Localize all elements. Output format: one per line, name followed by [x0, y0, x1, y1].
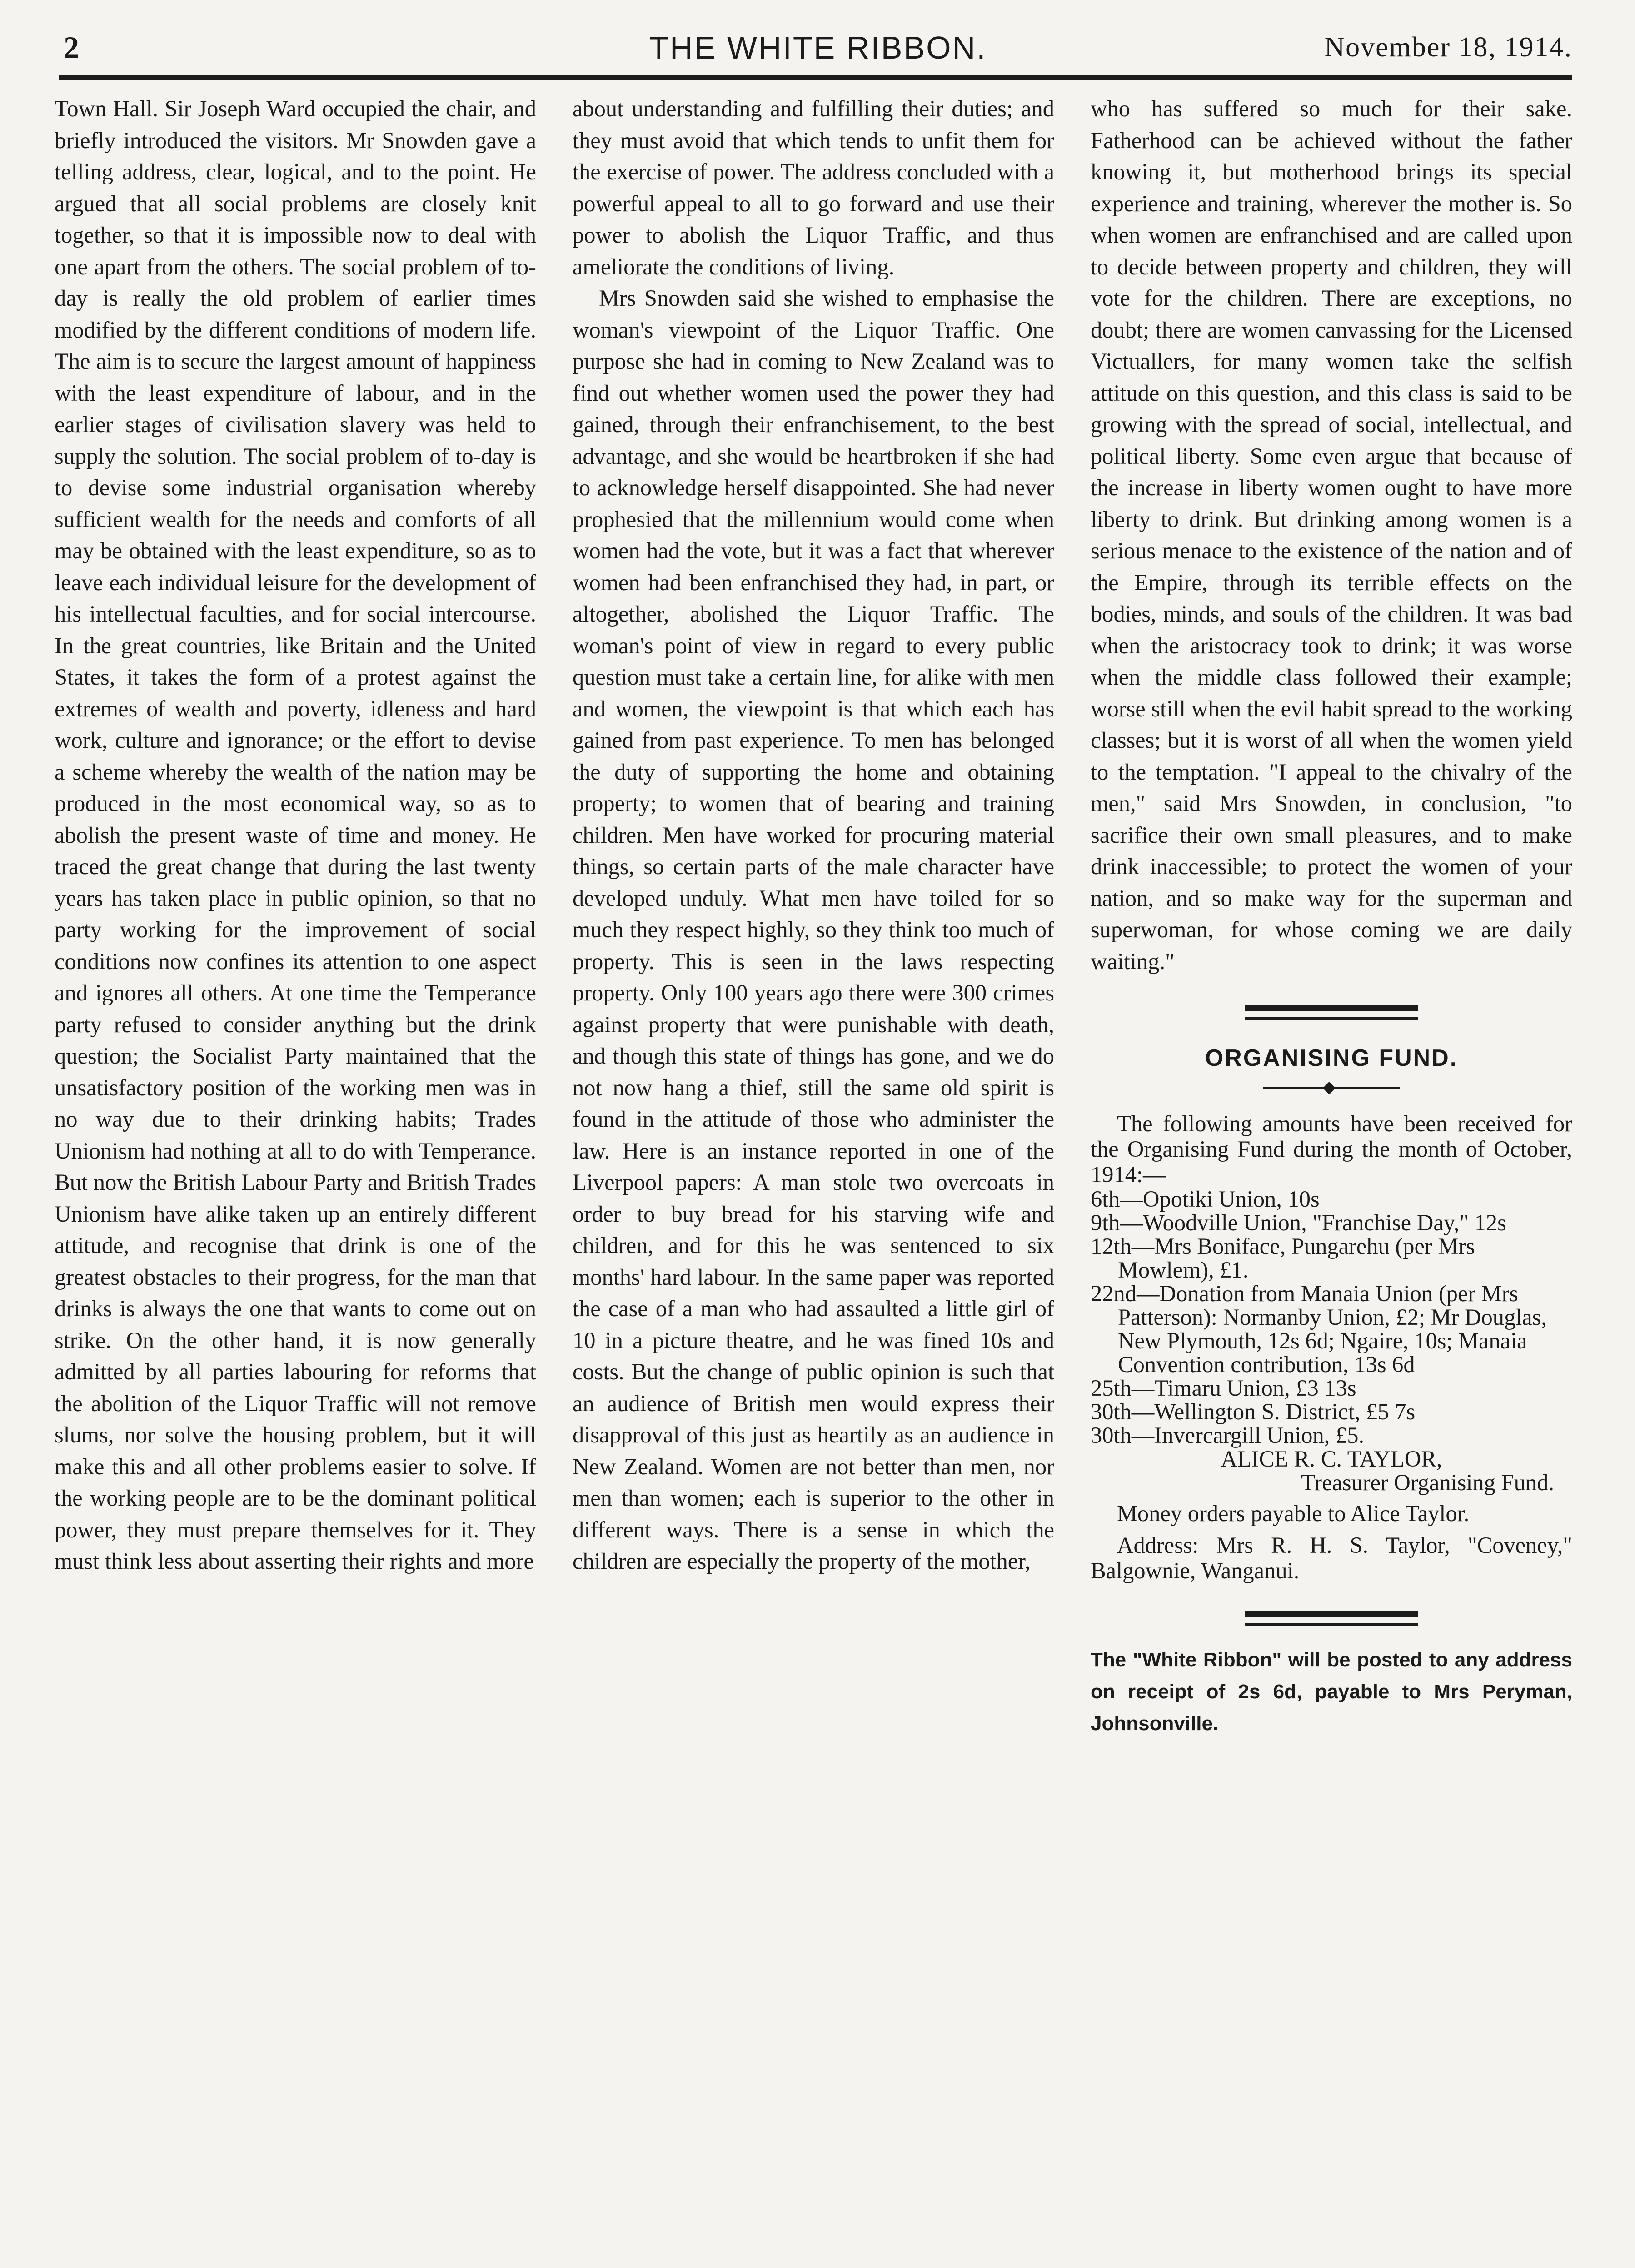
column-1 — [55, 93, 536, 1577]
money-orders-note: Money orders payable to Alice Taylor. — [1117, 1500, 1470, 1526]
fund-entry: 12th—Mrs Boniface, Pungarehu (per Mrs Mowlem), £1. — [1091, 1233, 1475, 1283]
fund-entry: 30th—Wellington S. District, £5 7s — [1091, 1398, 1416, 1424]
address-note: Address: Mrs R. H. S. Taylor, "Coveney," Balgownie, Wanganui. — [1091, 1532, 1572, 1583]
header-rule — [59, 75, 1572, 80]
paragraph: Town Hall. Sir Joseph Ward occupied the chair, and briefly introduced the visitors. Mr Snowden gave a telling address, clear, logical, and to the point. He argued that all social problems are closely knit together, so that it is impossible now to deal with one apart from the others. The social problem of to-day is really the old problem of earlier times modified by the different conditions of modern life. The aim is to secure the largest amount of happiness with the least expenditure of labour, and in the earlier stages of civilisation slavery was held to supply the solution. The social problem of to-day is to devise some industrial organisation whereby sufficient wealth for the needs and comforts of all may be obtained with the least expenditure, so as to leave each individual leisure for the development of his intellectual faculties, and for social intercourse. In the great countries, like Britain and the United States, it takes the form of a protest against the extremes of wealth and poverty, idleness and hard work, culture and ignorance; or the effort to devise a scheme whereby the wealth of the nation may be produced in the most economical way, so as to abolish the present waste of time and money. He traced the great change that during the last twenty years has taken place in public opinion, so that no party working for the improvement of social conditions now confines its attention to one aspect and ignores all others. At one time the Temperance party refused to consider anything but the drink question; the Socialist Party maintained that the unsatisfactory position of the working men was in no way due to their drinking habits; Trades Unionism had nothing at all to do with Temperance. But now the British Labour Party and British Trades Unionism have alike taken up an entirely different attitude, and recognise that drink is one of the greatest obstacles to their progress, for the man that drinks is always the one that wants to come out on strike. On the other hand, it is now generally admitted by all parties labouring for reforms that the abolition of the Liquor Traffic will not remove slums, nor solve the housing problem, but it will make this and all other problems easier to solve. If the working people are to be the dominant political power, they must prepare themselves for it. They must think less about asserting their rights and more — [55, 96, 536, 1574]
signature-role: Treasurer Organising Fund. — [1301, 1469, 1554, 1495]
fund-entry: 6th—Opotiki Union, 10s — [1091, 1186, 1320, 1212]
paragraph: Mrs Snowden said she wished to emphasise the woman's viewpoint of the Liquor Traffic. One purpose she had in coming to New Zealand was to find out whether women used the power they had gained, through their enfranchisement, to the best advantage, and she would be heartbroken if she had to acknowledge herself disappointed. She had never prophesied that the millennium would come when women had the vote, but it was a fact that wherever women had been enfranchised they had, in part, or altogether, abolished the Liquor Traffic. The woman's point of view in regard to every public question must take a certain line, for alike with men and women, the viewpoint is that which each has gained from past experience. To men has belonged the duty of supporting the home and obtaining property; to women that of bearing and training children. Men have worked for procuring material things, so certain parts of the male character have developed unduly. What men have toiled for so much they respect highly, so they think too much of property. This is seen in the laws respecting property. Only 100 years ago there were 300 crimes against property that were punishable with death, and though this state of things has gone, and we do not now hang a thief, still the same old spirit is found in the attitude of those who administer the law. Here is an instance reported in one of the Liverpool papers: A man stole two overcoats in order to buy bread for his starving wife and children, and for this he was sentenced to six months' hard labour. In the same paper was reported the case of a man who had assaulted a little girl of 10 in a picture theatre, and he was fined 10s and costs. But the change of public opinion is such that an audience of British men would express their disapproval of this just as heartily as an audience in New Zealand. Women are not better than men, nor men than women; each is superior to the other in different ways. There is a sense in which the children are especially the property of the mother, — [573, 285, 1054, 1574]
diamond-rule-ornament — [1263, 1084, 1400, 1093]
fund-entry: 22nd—Donation from Manaia Union (per Mrs Patterson): Normanby Union, £2; Mr Douglas, New Plymouth, 12s 6d; Ngaire, 10s; Manaia Convention contribution, 13s 6d — [1091, 1280, 1547, 1377]
page-number: 2 — [64, 30, 79, 65]
issue-date: November 18, 1914. — [1324, 32, 1572, 63]
signature-name: ALICE R. C. TAYLOR, — [1221, 1446, 1442, 1472]
fund-entry: 30th—Invercargill Union, £5. — [1091, 1422, 1365, 1448]
fund-intro: The following amounts have been received for the Organising Fund during the month of October, 1914:— — [1091, 1110, 1572, 1187]
fund-heading: ORGANISING FUND. — [1205, 1045, 1458, 1071]
page-header — [64, 25, 1572, 70]
fund-entries — [1091, 1187, 1572, 1447]
publication-title: THE WHITE RIBBON. — [649, 30, 987, 65]
section-divider — [1245, 1005, 1418, 1020]
paragraph: about understanding and fulfilling their duties; and they must avoid that which tends to unfit them for the exercise of power. The address concluded with a powerful appeal to all to go forward and use their power to abolish the Liquor Traffic, and thus ameliorate the conditions of living. — [573, 96, 1054, 279]
fund-entry: 9th—Woodville Union, "Franchise Day," 12s — [1091, 1209, 1506, 1235]
section-divider — [1245, 1611, 1418, 1626]
column-3 — [1091, 93, 1572, 1740]
column-2 — [573, 93, 1054, 1577]
subscription-notice: The "White Ribbon" will be posted to any address on receipt of 2s 6d, payable to Mrs Peryman, Johnsonville. — [1091, 1648, 1572, 1735]
paragraph: who has suffered so much for their sake. Fatherhood can be achieved without the father knowing it, but motherhood brings its special experience and training, wherever the mother is. So when women are enfranchised and are called upon to decide between property and children, they will vote for the children. There are exceptions, no doubt; there are women canvassing for the Licensed Victuallers, for many women take the selfish attitude on this question, and this class is said to be growing with the spread of social, intellectual, and political liberty. Some even argue that because of the increase in liberty women ought to have more liberty to drink. But drinking among women is a serious menace to the existence of the nation and of the Empire, through its terrible effects on the bodies, minds, and souls of the children. It was bad when the aristocracy took to drink; it was worse when the middle class followed their example; worse still when the evil habit spread to the working classes; but it is worst of all when the women yield to the temptation. "I appeal to the chivalry of the men," said Mrs Snowden, in conclusion, "to sacrifice their own small pleasures, and to make drink inaccessible; to protect the women of your nation, and so make way for the superman and superwoman, for whose coming we are daily waiting." — [1091, 96, 1572, 974]
fund-entry: 25th—Timaru Union, £3 13s — [1091, 1375, 1356, 1401]
